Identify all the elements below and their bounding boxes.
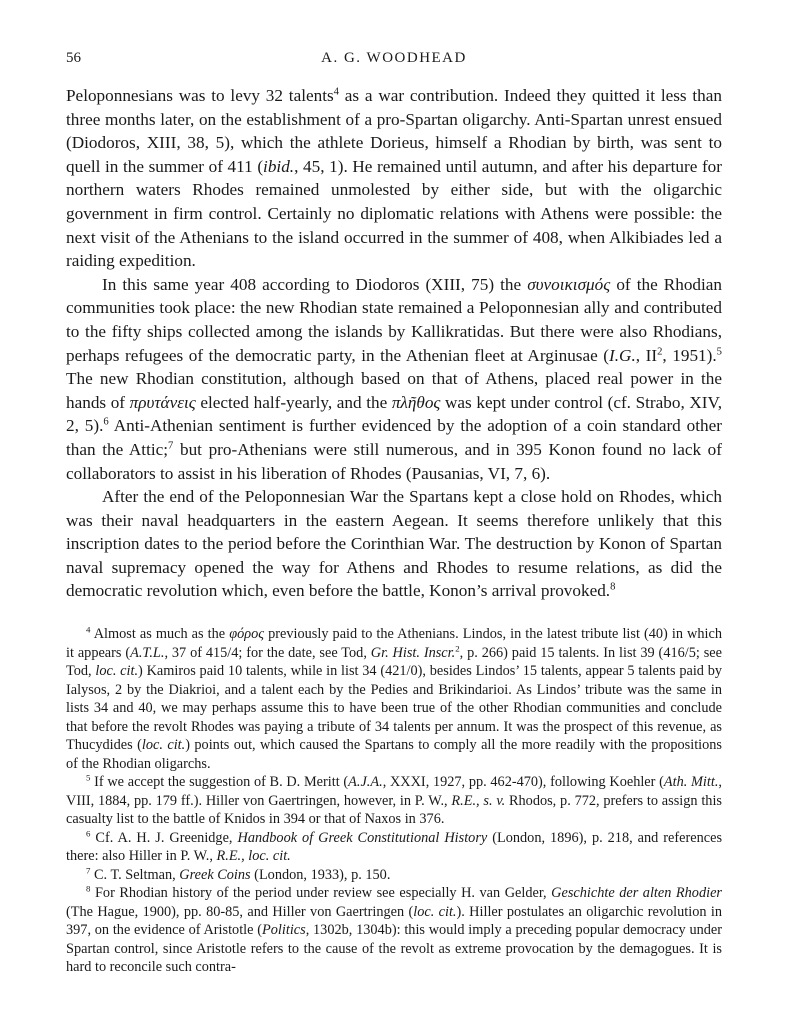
paragraph-2: In this same year 408 according to Diodoros (XIII, 75) the συνοικισμός of the Rhodian communities took place: the new Rhodian state remained a Peloponnesian ally and contributed to the fifty ships collected among the islands by Kallikratidas. But there were also Rhodians, perhaps refugees of the democratic party, in the Athenian fleet at Arginusae (I.G., $II^2$, 1951).$^5$ The new Rhodian constitution, although based on that of Athens, placed real power in the hands of πρυτάνεις elected half-yearly, and the πλῆθος was kept under control (cf. Strabo, XIV, 2, 5).$^6$ Anti-Athenian sentiment is further evidenced by the adoption of a coin standard other than the Attic;$^7$ but pro-Athenians were still numerous, and in 395 Konon found no lack of collaborators to assist in his liberation of Rhodes (Pausanias, VI, 7, 6). xyxy=(66,274,723,483)
greek-term: πρυτάνεις xyxy=(129,392,196,412)
footnote-number: 8 xyxy=(86,883,91,894)
journal-page xyxy=(66,50,722,977)
footnote-6: $^6$ Cf. A. H. J. Greenidge, Handbook of Greek Constitutional History (London, 1896), p. 218, and references there: also Hiller in P. W., R.E., loc. cit. xyxy=(66,828,723,865)
footnote-number: 4 xyxy=(86,624,91,635)
page-header xyxy=(66,50,722,72)
greek-term: πλῆθος xyxy=(391,392,441,412)
footnote-ref-6[interactable]: 6 xyxy=(103,416,109,428)
footnote-4: $^4$ Almost as much as the φόρος previously paid to the Athenians. Lindos, in the latest tribute list (40) in which it appears (A.T.L., 37 of 415/4; for the date, see Tod, Gr. Hist. Inscr.$^2$, p. 266) paid 15 talents. In list 39 (416/5; see Tod, loc. cit.) Kamiros paid 10 talents, while in list 34 (421/0), besides Lindos’ 15 talents, appear 5 talents paid by Ialysos, 2 by the Diakrioi, and a talent each by the Pedies and Brikindarioi. As Lindos’ tribute was the same in lists 34 and 40, we may perhaps assume this to have been true of the other Rhodian communities and conclude that before the revolt Rhodes was paying a tribute of 34 talents per annum. It was the prospect of this revenue, as Thucydides (loc. cit.) points out, which caused the Spartans to comply all the more readily with the propositions of the Rhodian oligarchs. xyxy=(66,624,722,772)
footnote-ref-8[interactable]: 8 xyxy=(610,582,616,594)
page-number: 56 xyxy=(66,50,81,66)
footnote-7: $^7$ C. T. Seltman, Greek Coins (London, 1933), p. 150. xyxy=(86,865,391,883)
greek-term: συνοικισμός xyxy=(527,274,611,294)
running-title: A. G. WOODHEAD xyxy=(321,50,467,66)
footnote-5: $^5$ If we accept the suggestion of B. D. Meritt (A.J.A., XXXI, 1927, pp. 462-470), following Koehler (Ath. Mitt., VIII, 1884, pp. 179 ff.). Hiller von Gaertringen, however, in P. W., R.E., s. v. Rhodos, p. 772, prefers to assign this casualty list to the battle of Knidos in 394 or that of Naxos in 376. xyxy=(66,772,722,828)
main-text xyxy=(66,84,722,603)
footnote-ref-5[interactable]: 5 xyxy=(716,346,722,358)
paragraph-3: After the end of the Peloponnesian War the Spartans kept a close hold on Rhodes, which was their naval headquarters in the eastern Aegean. It seems therefore unlikely that this inscription dates to the period before the Corinthian War. The destruction by Konon of Spartan naval supremacy opened the way for Athens and Rhodes to resume relations, as did the democratic revolution which, even before the battle, Konon’s arrival provoked.$^8$ xyxy=(66,487,722,601)
footnote-number: 7 xyxy=(86,865,91,876)
footnotes xyxy=(66,625,722,977)
footnote-ref-7[interactable]: 7 xyxy=(168,440,174,452)
footnote-number: 6 xyxy=(86,828,91,839)
footnote-8: $^8$ For Rhodian history of the period under review see especially H. van Gelder, Geschichte der alten Rhodier (The Hague, 1900), pp. 80-85, and Hiller von Gaertringen (loc. cit.). Hiller postulates an oligarchic revolution in 397, on the evidence of Aristotle (Politics, 1302b, 1304b): this would imply a preceding popular democracy under Spartan control, since Aristotle refers to the cause of the revolt as extreme provocation by the demagogues. It is hard to reconcile such contra- xyxy=(66,883,723,976)
footnote-number: 5 xyxy=(86,772,91,783)
footnote-ref-4[interactable]: 4 xyxy=(333,86,339,98)
paragraph-1: Peloponnesians was to levy 32 talents$^4$ as a war contribution. Indeed they quitted it less than three months later, on the establishment of a pro-Spartan oligarchy. Anti-Spartan unrest ensued (Diodoros, XIII, 38, 5), which the athlete Dorieus, himself a Rhodian by birth, was sent to quell in the summer of 411 (ibid., 45, 1). He remained until autumn, and after his departure for northern waters Rhodes remained unmolested by either side, but with the oligarchic government in firm control. Certainly no diplomatic relations with Athens were possible: the next visit of the Athenians to the island occurred in the summer of 408, when Alkibiades led a raiding expedition. xyxy=(66,86,722,271)
